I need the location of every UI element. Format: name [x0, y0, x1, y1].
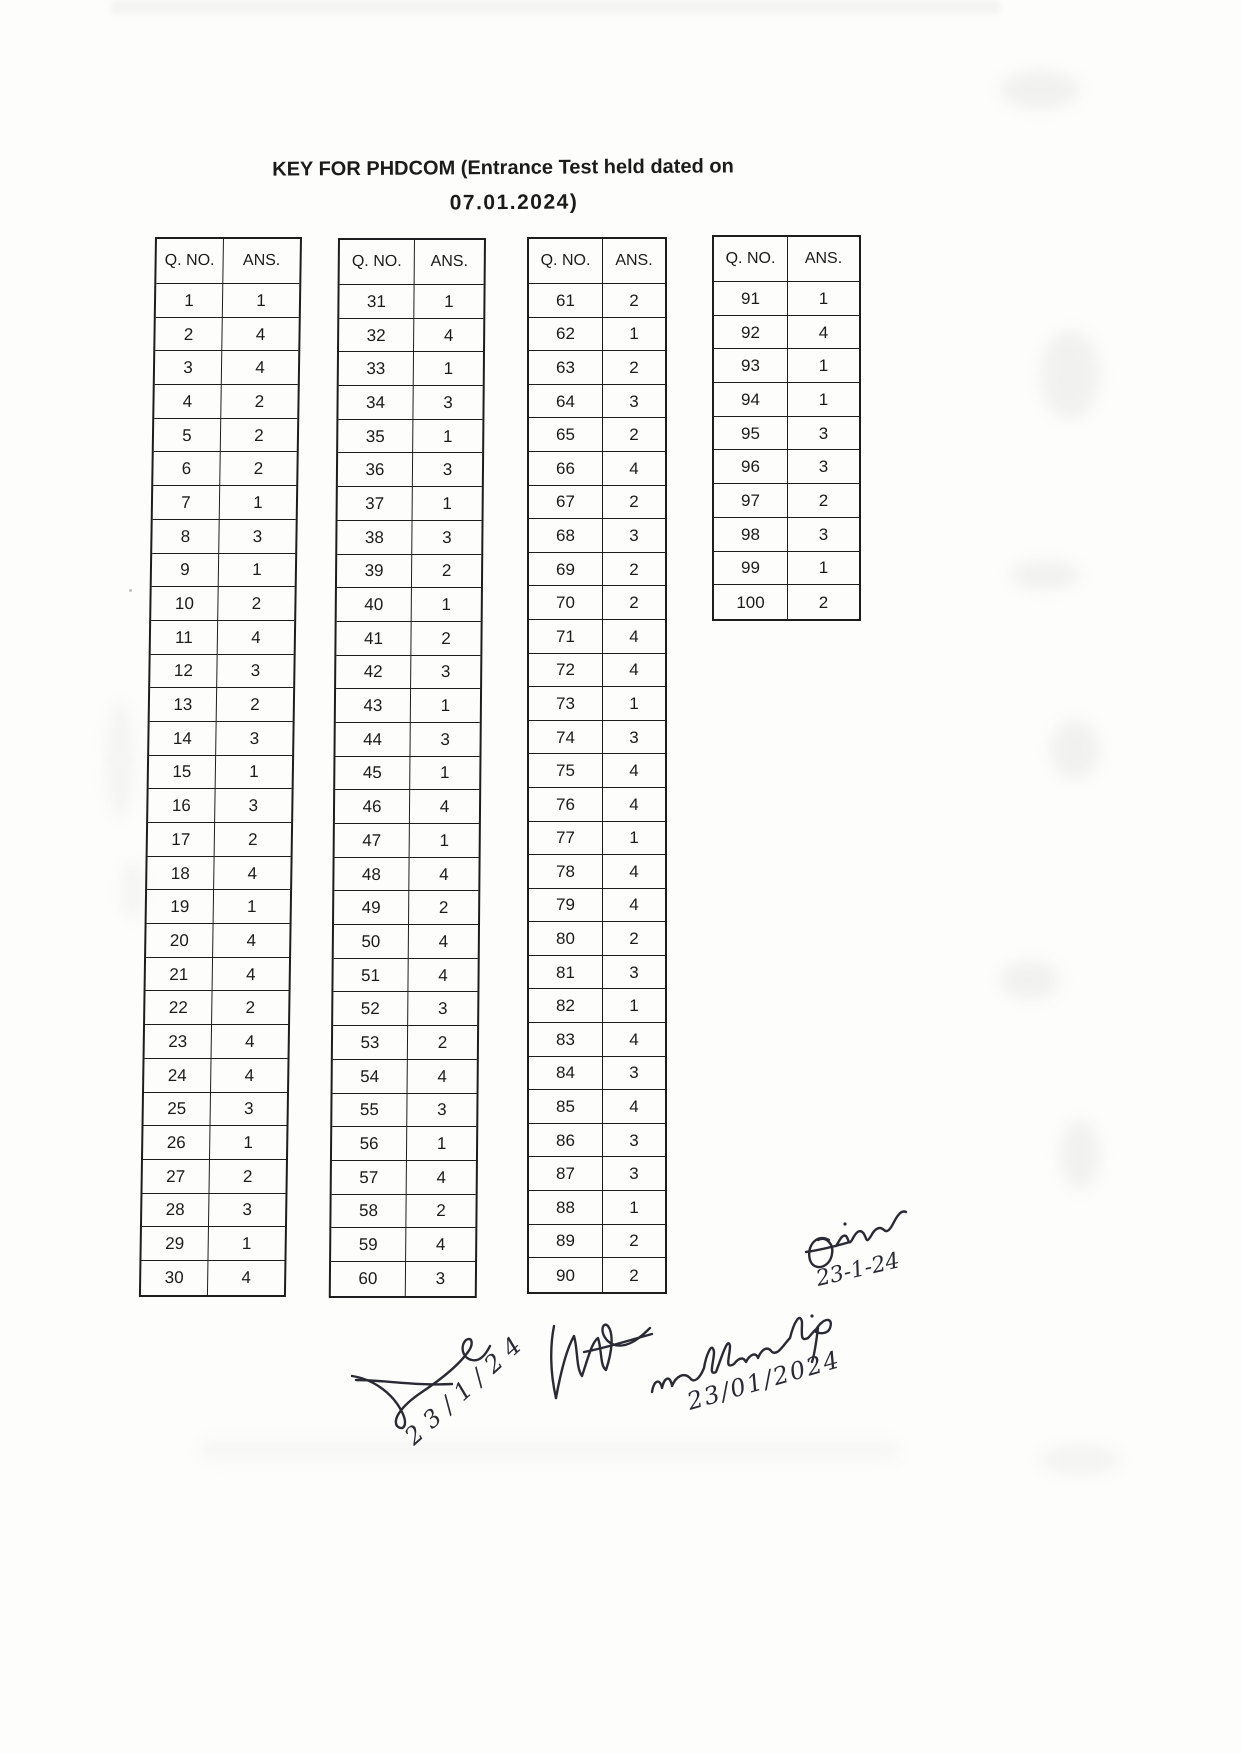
answer-cell: 4	[213, 958, 290, 992]
answer-cell: 2	[209, 1160, 286, 1194]
question-number-cell: 14	[149, 722, 217, 756]
answer-cell: 3	[603, 956, 665, 990]
question-number-cell: 6	[153, 452, 221, 486]
answer-cell: 4	[603, 620, 665, 654]
question-number-cell: 66	[529, 452, 603, 486]
answer-cell: 2	[406, 1195, 475, 1229]
question-number-cell: 12	[150, 655, 218, 689]
answer-cell: 2	[412, 555, 481, 589]
answer-cell: 2	[408, 1026, 477, 1060]
answer-cell: 4	[409, 858, 478, 892]
signature-dot	[843, 1222, 846, 1225]
question-number-cell: 2	[155, 318, 223, 352]
answer-cell: 3	[603, 1057, 665, 1091]
answer-cell: 4	[603, 889, 665, 923]
scan-artifact	[105, 700, 135, 820]
answer-cell: 1	[208, 1227, 285, 1261]
question-number-cell: 98	[714, 518, 788, 552]
answer-cell: 3	[210, 1093, 287, 1127]
question-number-cell: 44	[335, 723, 410, 757]
question-number-cell: 69	[529, 553, 603, 587]
answer-cell: 4	[212, 1025, 289, 1059]
answer-cell: 1	[414, 352, 483, 386]
answer-cell: 3	[215, 789, 292, 823]
column-header-question-number: Q. NO.	[340, 240, 415, 285]
answer-cell: 2	[629, 1265, 639, 1285]
answer-cell: 4	[788, 316, 859, 350]
answer-cell: 3	[408, 992, 477, 1026]
scan-artifact	[1000, 960, 1060, 1000]
signature-scribble	[816, 1320, 831, 1333]
scan-artifact	[110, 0, 1000, 14]
answer-cell: 4	[603, 855, 665, 889]
answer-cell: 3	[410, 723, 479, 757]
question-number-cell: 23	[145, 1025, 213, 1059]
question-number-cell: 1	[156, 284, 224, 318]
question-number-cell: 13	[150, 688, 218, 722]
answer-key-table-3	[527, 237, 667, 1294]
question-number-cell: 63	[529, 351, 603, 385]
answer-cell: 4	[214, 857, 291, 891]
document-title: KEY FOR PHDCOM (Entrance Test held dated on	[272, 155, 734, 181]
answer-cell: 2	[217, 688, 294, 722]
signature-date: 23-1-24	[813, 1248, 903, 1292]
answer-cell: 1	[414, 285, 483, 319]
question-number-cell: 93	[714, 349, 788, 383]
answer-cell: 4	[410, 790, 479, 824]
question-number-cell: 65	[529, 418, 603, 452]
scan-speck	[129, 589, 132, 592]
question-number-cell: 19	[147, 890, 215, 924]
question-number-cell: 54	[333, 1060, 408, 1094]
answer-cell: 3	[788, 450, 859, 484]
answer-cell: 3	[788, 518, 859, 552]
column-header-question-number: Q. NO.	[156, 239, 224, 284]
answer-cell: 4	[603, 754, 665, 788]
answer-cell: 3	[603, 385, 665, 419]
question-number-cell: 94	[714, 383, 788, 417]
question-number-cell: 22	[145, 991, 213, 1025]
answer-cell: 1	[411, 689, 480, 723]
answer-cell: 2	[221, 385, 298, 419]
scan-artifact	[1060, 1120, 1100, 1190]
answer-cell: 4	[603, 1090, 665, 1124]
question-number-cell: 61	[529, 284, 603, 318]
answer-cell: 1	[219, 554, 296, 588]
answer-key-table-1	[139, 237, 302, 1297]
question-number-cell: 37	[338, 487, 413, 521]
answer-cell: 4	[213, 924, 290, 958]
answer-cell: 1	[788, 282, 859, 316]
question-number-cell: 32	[339, 319, 414, 353]
answer-cell: 3	[413, 453, 482, 487]
column-header-answer: ANS.	[223, 239, 300, 284]
answer-cell: 3	[217, 655, 294, 689]
question-number-cell: 57	[332, 1161, 407, 1195]
question-number-cell: 95	[714, 417, 788, 451]
answer-cell: 1	[603, 822, 665, 856]
answer-cell: 4	[222, 351, 299, 385]
answer-cell: 2	[603, 922, 665, 956]
answer-cell: 4	[409, 925, 478, 959]
answer-cell: 2	[218, 587, 295, 621]
question-number-cell: 49	[334, 891, 409, 925]
question-number-cell: 58	[331, 1195, 406, 1229]
signature-scribble	[809, 1238, 832, 1267]
question-number-cell: 89	[529, 1225, 603, 1259]
question-number-cell: 60	[331, 1262, 406, 1296]
question-number-cell: 59	[331, 1228, 406, 1262]
answer-cell: 4	[211, 1059, 288, 1093]
question-number-cell: 83	[529, 1023, 603, 1057]
question-number-cell: 91	[714, 282, 788, 316]
question-number-cell: 41	[336, 622, 411, 656]
answer-cell: 2	[603, 486, 665, 520]
answer-cell: 4	[603, 788, 665, 822]
question-number-cell: 70	[529, 586, 603, 620]
answer-cell: 2	[215, 823, 292, 857]
question-number-cell: 53	[333, 1026, 408, 1060]
answer-cell: 3	[412, 521, 481, 555]
question-number-cell: 86	[529, 1124, 603, 1158]
question-number-cell: 80	[529, 922, 603, 956]
question-number-cell: 50	[334, 925, 409, 959]
signature-dot	[810, 1314, 813, 1317]
question-number-cell: 5	[154, 419, 222, 453]
question-number-cell: 26	[143, 1126, 211, 1160]
answer-cell: 4	[408, 959, 477, 993]
question-number-cell: 4	[154, 385, 222, 419]
answer-cell: 4	[407, 1161, 476, 1195]
question-number-cell: 74	[529, 721, 603, 755]
answer-cell: 1	[603, 1191, 665, 1225]
question-number-cell: 68	[529, 519, 603, 553]
answer-cell: 3	[209, 1194, 286, 1228]
answer-cell: 1	[220, 486, 297, 520]
question-number-cell: 21	[146, 958, 214, 992]
question-number-cell: 18	[147, 857, 215, 891]
answer-cell: 4	[406, 1228, 475, 1262]
answer-cell: 2	[409, 891, 478, 925]
scan-artifact	[1010, 560, 1080, 590]
question-number-cell: 11	[151, 621, 219, 655]
column-header-question-number: Q. NO.	[714, 237, 788, 282]
answer-key-table-4	[712, 235, 861, 621]
signature-scribble	[551, 1326, 556, 1398]
scan-artifact	[200, 1440, 900, 1460]
answer-cell: 1	[410, 757, 479, 791]
answer-cell: 3	[411, 656, 480, 690]
question-number-cell: 40	[337, 588, 412, 622]
question-number-cell: 47	[335, 824, 410, 858]
answer-cell: 4	[241, 1268, 252, 1288]
signature-scribble	[836, 1211, 906, 1246]
signature-scribble	[356, 1380, 452, 1384]
question-number-cell: 31	[339, 285, 414, 319]
question-number-cell: 84	[529, 1057, 603, 1091]
signature-2	[352, 1326, 534, 1452]
signature-scribble	[556, 1325, 650, 1398]
answer-cell: 1	[214, 890, 291, 924]
answer-cell: 1	[407, 1127, 476, 1161]
signature-3	[551, 1325, 652, 1398]
question-number-cell: 73	[529, 687, 603, 721]
question-number-cell: 87	[529, 1157, 603, 1191]
scan-artifact	[1040, 330, 1100, 420]
question-number-cell: 24	[144, 1059, 212, 1093]
question-number-cell: 96	[714, 450, 788, 484]
answer-cell: 1	[788, 349, 859, 383]
question-number-cell: 85	[529, 1090, 603, 1124]
question-number-cell: 72	[529, 654, 603, 688]
question-number-cell: 33	[339, 352, 414, 386]
answer-cell: 2	[411, 622, 480, 656]
question-number-cell: 34	[338, 386, 413, 420]
answer-cell: 3	[219, 520, 296, 554]
answer-cell: 2	[788, 484, 859, 518]
question-number-cell: 79	[529, 889, 603, 923]
scan-artifact	[1050, 720, 1100, 780]
answer-cell: 1	[603, 687, 665, 721]
answer-cell: 3	[603, 1157, 665, 1191]
answer-cell: 3	[603, 519, 665, 553]
column-header-answer: ANS.	[603, 239, 665, 284]
question-number-cell: 100	[714, 585, 788, 619]
question-number-cell: 39	[337, 555, 412, 589]
answer-cell: 1	[603, 318, 665, 352]
question-number-cell: 64	[529, 385, 603, 419]
question-number-cell: 77	[529, 822, 603, 856]
question-number-cell: 15	[149, 756, 217, 790]
answer-cell: 3	[603, 721, 665, 755]
question-number-cell: 27	[142, 1160, 210, 1194]
answer-cell: 3	[216, 722, 293, 756]
signature-scribble	[584, 1334, 652, 1352]
column-header-answer: ANS.	[415, 240, 484, 285]
question-number-cell: 51	[333, 959, 408, 993]
question-number-cell: 90	[529, 1258, 603, 1292]
answer-cell: 3	[788, 417, 859, 451]
question-number-cell: 28	[142, 1194, 210, 1228]
question-number-cell: 10	[151, 587, 219, 621]
question-number-cell: 20	[146, 924, 214, 958]
answer-cell: 4	[222, 318, 299, 352]
signature-scribble	[806, 1242, 850, 1252]
question-number-cell: 67	[529, 486, 603, 520]
question-number-cell: 29	[141, 1227, 209, 1261]
question-number-cell: 55	[332, 1094, 407, 1128]
answer-cell: 1	[413, 487, 482, 521]
answer-cell: 1	[210, 1126, 287, 1160]
question-number-cell: 82	[529, 989, 603, 1023]
document-title-date: 07.01.2024)	[449, 190, 579, 215]
question-number-cell: 45	[335, 757, 410, 791]
answer-cell: 1	[223, 284, 300, 318]
answer-cell: 3	[413, 386, 482, 420]
signature-4	[652, 1314, 844, 1416]
question-number-cell: 92	[714, 316, 788, 350]
question-number-cell: 3	[155, 351, 223, 385]
signature-scribble	[652, 1318, 818, 1392]
scan-artifact	[1000, 70, 1080, 110]
answer-cell: 2	[603, 418, 665, 452]
question-number-cell: 36	[338, 453, 413, 487]
question-number-cell: 99	[714, 552, 788, 586]
question-number-cell: 25	[143, 1093, 211, 1127]
answer-cell: 2	[603, 586, 665, 620]
question-number-cell: 78	[529, 855, 603, 889]
question-number-cell: 76	[529, 788, 603, 822]
question-number-cell: 8	[152, 520, 220, 554]
answer-cell: 2	[221, 419, 298, 453]
question-number-cell: 71	[529, 620, 603, 654]
signature-scribble	[352, 1339, 490, 1428]
answer-cell: 2	[220, 452, 297, 486]
answer-key-table-2	[329, 238, 486, 1298]
answer-cell: 2	[603, 284, 665, 318]
question-number-cell: 35	[338, 420, 413, 454]
answer-cell: 3	[435, 1269, 446, 1289]
question-number-cell: 7	[153, 486, 221, 520]
question-number-cell: 88	[529, 1191, 603, 1225]
answer-cell: 1	[410, 824, 479, 858]
answer-cell: 2	[603, 351, 665, 385]
answer-cell: 1	[216, 756, 293, 790]
question-number-cell: 9	[152, 554, 220, 588]
question-number-cell: 43	[336, 689, 411, 723]
question-number-cell: 62	[529, 318, 603, 352]
answer-cell: 3	[603, 1124, 665, 1158]
answer-cell: 1	[603, 989, 665, 1023]
question-number-cell: 52	[333, 992, 408, 1026]
answer-cell: 4	[603, 452, 665, 486]
answer-cell: 4	[414, 319, 483, 353]
question-number-cell: 75	[529, 754, 603, 788]
signature-date: 23/01/2024	[683, 1345, 844, 1416]
question-number-cell: 17	[148, 823, 216, 857]
question-number-cell: 48	[334, 858, 409, 892]
answer-cell: 2	[818, 592, 829, 612]
question-number-cell: 97	[714, 484, 788, 518]
answer-cell: 2	[603, 553, 665, 587]
question-number-cell: 56	[332, 1127, 407, 1161]
question-number-cell: 38	[337, 521, 412, 555]
answer-cell: 4	[408, 1060, 477, 1094]
answer-cell: 1	[413, 420, 482, 454]
question-number-cell: 46	[335, 790, 410, 824]
answer-cell: 1	[788, 552, 859, 586]
answer-cell: 2	[212, 991, 289, 1025]
scan-artifact	[1040, 1445, 1120, 1475]
answer-cell: 1	[788, 383, 859, 417]
question-number-cell: 81	[529, 956, 603, 990]
question-number-cell: 42	[336, 656, 411, 690]
signature-1	[806, 1211, 906, 1292]
answer-cell: 1	[412, 588, 481, 622]
scan-artifact	[120, 860, 145, 920]
answer-cell: 4	[218, 621, 295, 655]
signature-date: 23/1/24	[399, 1325, 534, 1451]
question-number-cell: 30	[141, 1261, 209, 1295]
answer-cell: 3	[407, 1094, 476, 1128]
column-header-answer: ANS.	[788, 237, 859, 282]
answer-cell: 4	[603, 654, 665, 688]
answer-cell: 4	[603, 1023, 665, 1057]
column-header-question-number: Q. NO.	[529, 239, 603, 284]
answer-cell: 2	[603, 1225, 665, 1259]
question-number-cell: 16	[148, 789, 216, 823]
